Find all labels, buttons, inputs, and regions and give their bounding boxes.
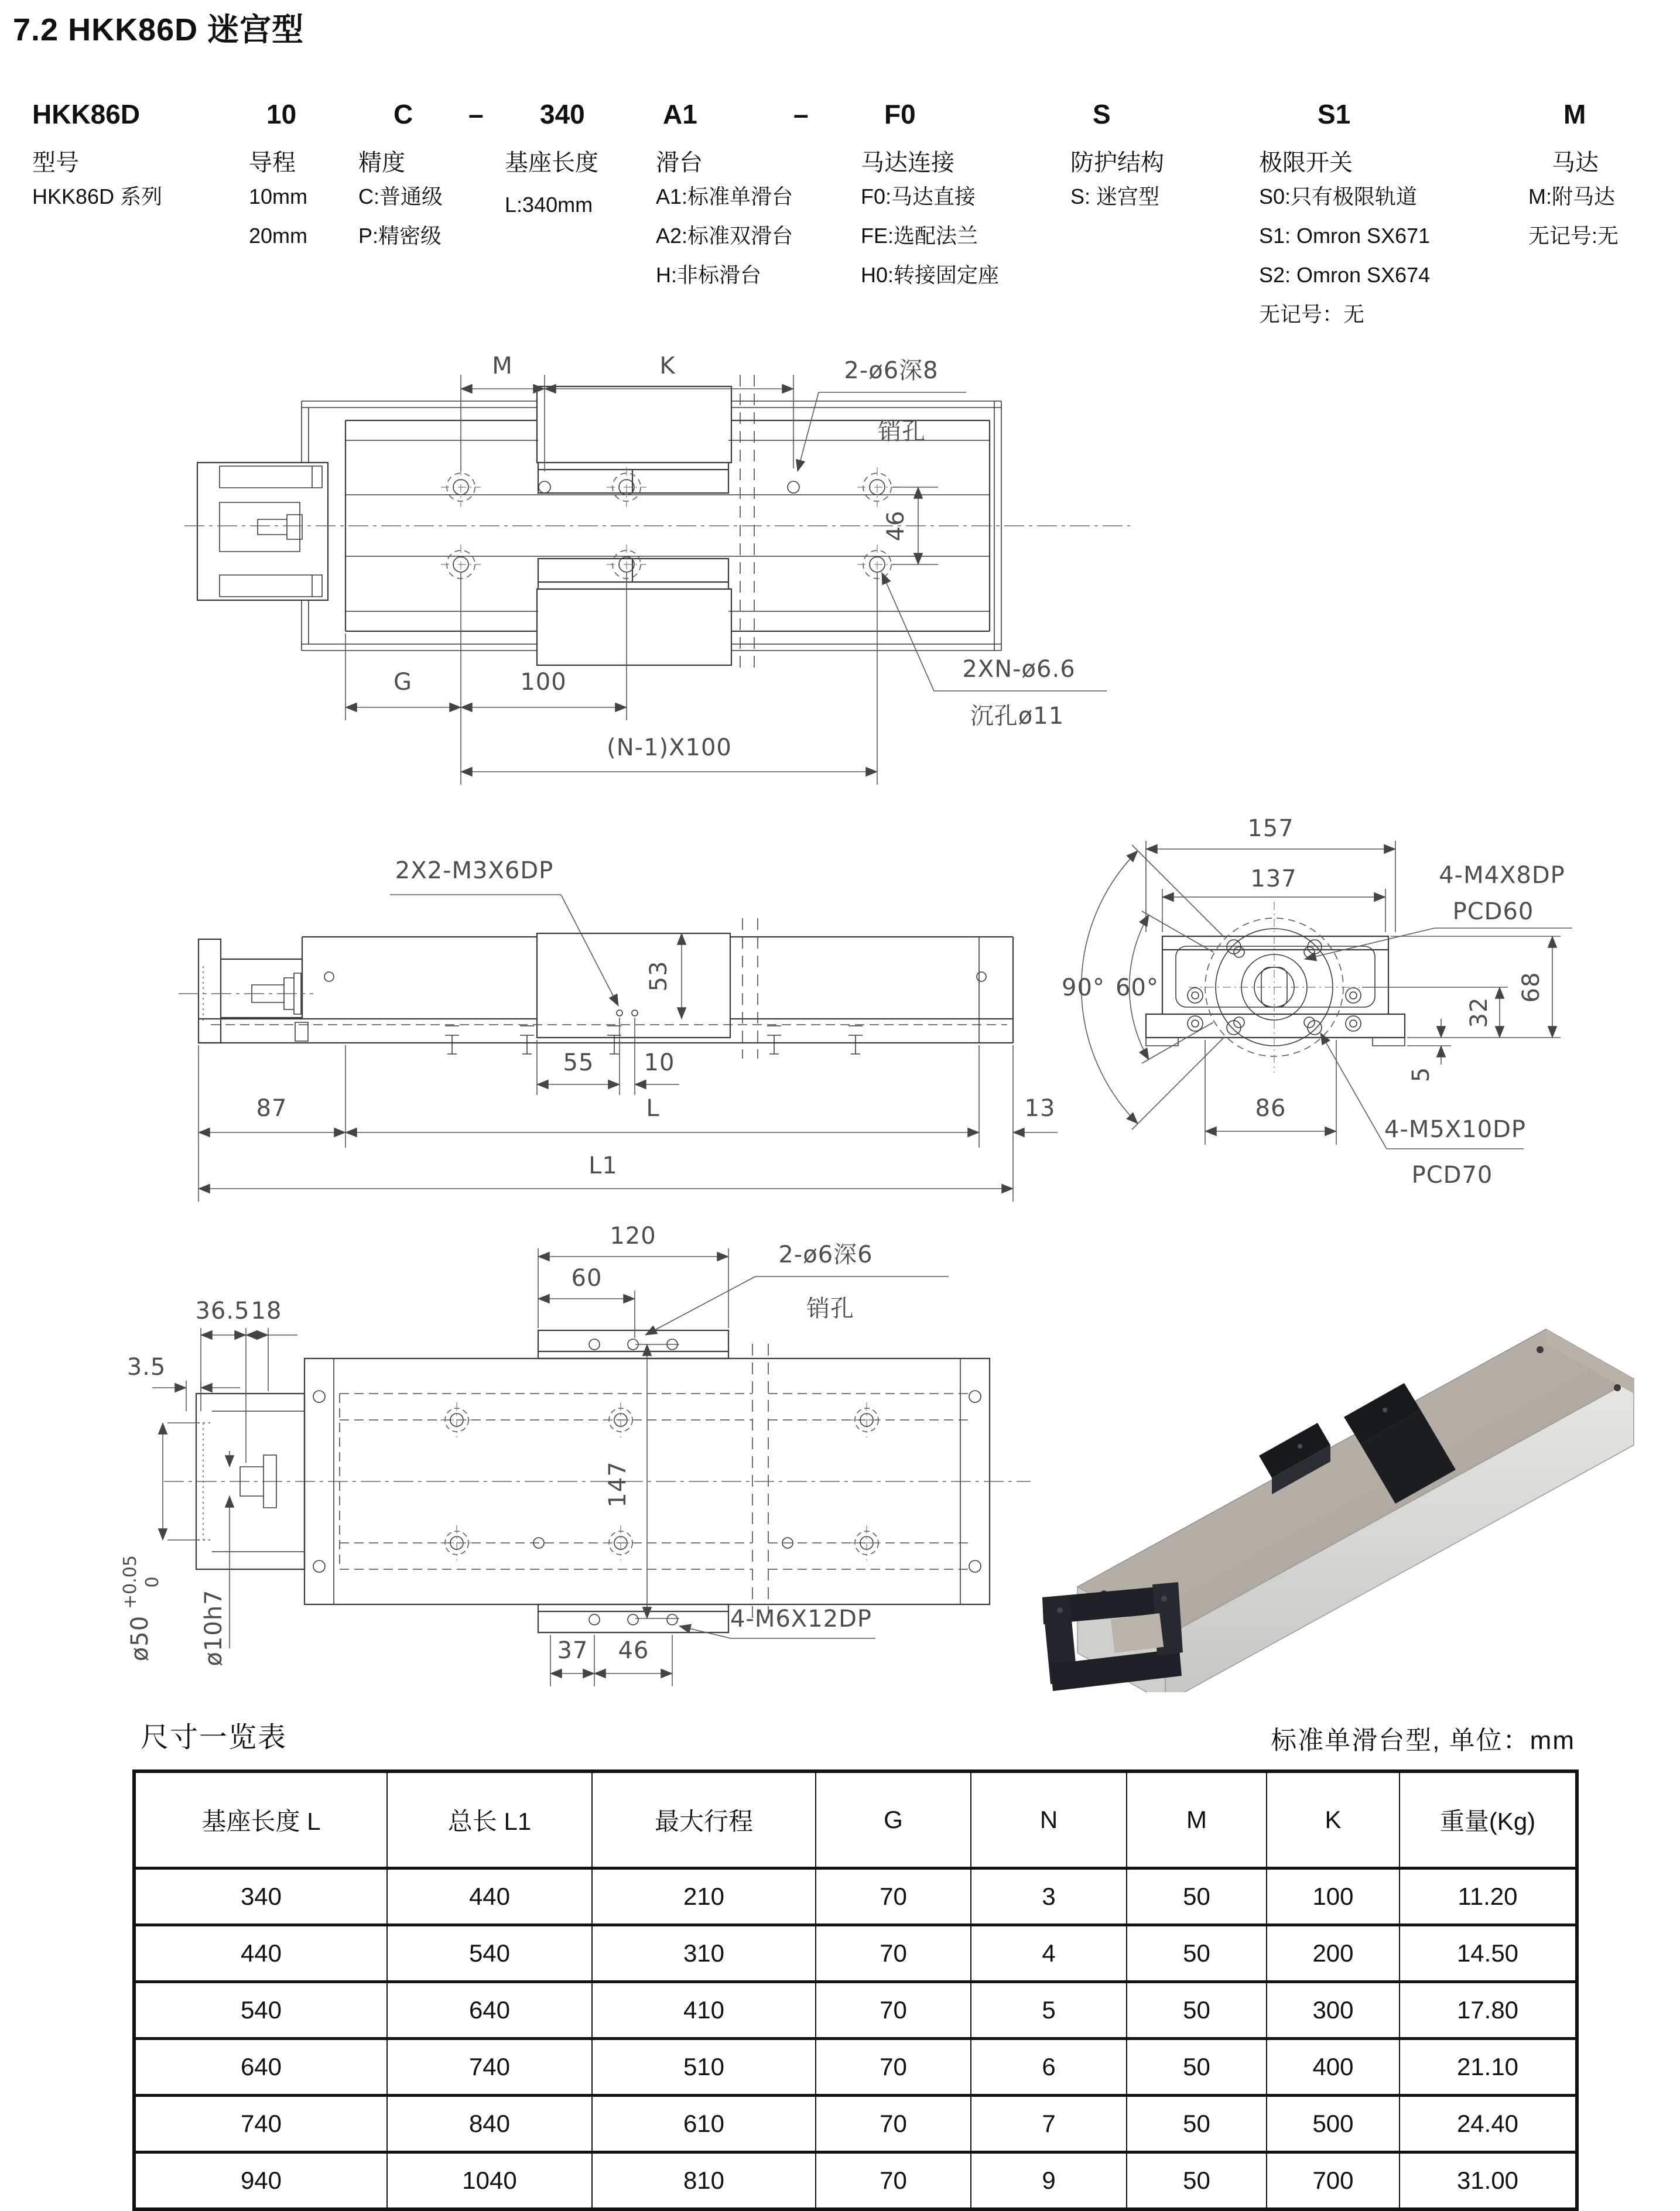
cell: 740	[134, 2096, 387, 2152]
dimensions-table	[132, 1770, 1579, 2211]
cell: 440	[134, 1925, 387, 1982]
cell: 210	[592, 1868, 816, 1925]
dim-100: 100	[520, 669, 567, 696]
cell: 540	[134, 1982, 387, 2039]
ordering-option: S1: Omron SX671	[1259, 224, 1431, 248]
table-row	[134, 2039, 1577, 2096]
ordering-option: A2:标准双滑台	[656, 224, 793, 248]
col-header: G	[816, 1771, 971, 1868]
dim-36-5: 36.5	[195, 1298, 250, 1324]
ordering-options-motor-conn	[861, 177, 999, 295]
cell: 6	[971, 2039, 1127, 2096]
end-view-drawing	[1025, 808, 1680, 1218]
cell: 510	[592, 2039, 816, 2096]
cell: 50	[1127, 1982, 1267, 2039]
dim-m4-note: 4-M4X8DP	[1439, 862, 1565, 889]
dim-157: 157	[1247, 815, 1294, 842]
dim-pin-note2: 销孔	[878, 418, 926, 445]
col-header: 总长 L1	[387, 1771, 592, 1868]
ordering-code-protect: S	[1093, 99, 1111, 129]
ordering-code-limit: S1	[1318, 99, 1351, 129]
ordering-options-length	[505, 185, 593, 224]
ordering-option: FE:选配法兰	[861, 224, 978, 248]
cell: 11.20	[1400, 1868, 1577, 1925]
dim-G: G	[394, 669, 412, 696]
cell: 31.00	[1400, 2152, 1577, 2210]
bottom-view-dimensions	[120, 1223, 949, 1686]
dim-13: 13	[1024, 1095, 1056, 1122]
ordering-dash-2: –	[793, 99, 809, 129]
ordering-code-motor: M	[1563, 99, 1586, 129]
cell: 700	[1267, 2152, 1400, 2210]
ordering-code-lead: 10	[266, 99, 297, 129]
cell: 100	[1267, 1868, 1400, 1925]
ordering-options-motor	[1528, 177, 1619, 255]
cell: 610	[592, 2096, 816, 2152]
dim-pin-note2: 销孔	[806, 1295, 854, 1322]
cell: 300	[1267, 1982, 1400, 2039]
ordering-option: 10mm	[249, 184, 308, 208]
dim-46b: 46	[618, 1637, 649, 1664]
ordering-label-grade: 精度	[358, 150, 405, 176]
ordering-options-slider	[656, 177, 793, 295]
ordering-label-length: 基座长度	[505, 150, 598, 176]
cell: 740	[387, 2039, 592, 2096]
cell: 70	[816, 1925, 971, 1982]
ordering-options-lead	[249, 177, 307, 255]
dim-pin-note: 2-ø6深6	[778, 1241, 873, 1268]
cell: 4	[971, 1925, 1127, 1982]
product-photo	[1025, 1247, 1680, 1692]
dim-K: K	[659, 352, 676, 379]
cell: 70	[816, 1982, 971, 2039]
bottom-view-outline	[164, 1330, 1031, 1632]
side-view-dimensions	[199, 857, 1058, 1202]
cell: 9	[971, 2152, 1127, 2210]
ordering-label-lead: 导程	[249, 150, 296, 176]
top-view-outline	[184, 375, 1130, 668]
dim-pcd60: PCD60	[1452, 898, 1534, 925]
dim-147: 147	[604, 1461, 631, 1508]
cell: 70	[816, 2152, 971, 2210]
ordering-code-motor-conn: F0	[884, 99, 916, 129]
end-view-dimensions	[1062, 815, 1572, 1189]
cell: 17.80	[1400, 1982, 1577, 2039]
dim-60deg: 60°	[1116, 974, 1159, 1001]
ordering-options-model	[32, 177, 162, 216]
dim-120: 120	[610, 1223, 656, 1250]
cell: 50	[1127, 2152, 1267, 2210]
ordering-code-slider: A1	[663, 99, 697, 129]
ordering-options-protect	[1070, 177, 1159, 216]
dim-37: 37	[557, 1637, 588, 1664]
ordering-code-model: HKK86D	[32, 99, 141, 129]
table-title: 尺寸一览表	[141, 1722, 288, 1753]
dim-137: 137	[1250, 865, 1297, 892]
side-view-drawing	[59, 820, 1083, 1224]
dim-68: 68	[1518, 971, 1545, 1003]
cell: 24.40	[1400, 2096, 1577, 2152]
col-header: 重量(Kg)	[1400, 1771, 1577, 1868]
cell: 200	[1267, 1925, 1400, 1982]
dim-32: 32	[1466, 997, 1493, 1028]
cell: 5	[971, 1982, 1127, 2039]
ordering-option: H0:转接固定座	[861, 263, 1000, 287]
ordering-code-length: 340	[540, 99, 585, 129]
dim-60: 60	[571, 1265, 603, 1292]
dim-87: 87	[256, 1095, 288, 1122]
dim-m6-note: 4-M6X12DP	[730, 1606, 872, 1632]
col-header: 基座长度 L	[201, 1808, 321, 1835]
cell: 50	[1127, 2039, 1267, 2096]
dim-18: 18	[251, 1298, 282, 1324]
cell: 14.50	[1400, 1925, 1577, 1982]
dim-53: 53	[645, 960, 672, 992]
table-row	[134, 2152, 1577, 2210]
cell: 50	[1127, 1925, 1267, 1982]
dim-tap-note: 2X2-M3X6DP	[395, 857, 554, 884]
ordering-option: H:非标滑台	[656, 263, 762, 287]
dim-86: 86	[1255, 1095, 1286, 1122]
ordering-option: C:普通级	[358, 184, 443, 208]
dim-pcd70: PCD70	[1411, 1162, 1493, 1189]
ordering-option: 20mm	[249, 224, 308, 248]
table-row	[134, 2096, 1577, 2152]
ordering-options-limit	[1259, 177, 1430, 334]
ordering-option: S: 迷宫型	[1070, 184, 1160, 208]
col-header: K	[1267, 1771, 1400, 1868]
cell: 340	[134, 1868, 387, 1925]
ordering-label-protect: 防护结构	[1070, 150, 1164, 176]
ordering-option: F0:马达直接	[861, 184, 976, 208]
dim-n100: (N-1)X100	[607, 734, 732, 761]
cell: 21.10	[1400, 2039, 1577, 2096]
cell: 70	[816, 2096, 971, 2152]
dim-phi10h7: ø10h7	[200, 1589, 227, 1666]
top-view-dimensions	[345, 352, 1107, 785]
table-note: 标准单滑台型, 单位：mm	[1271, 1726, 1575, 1755]
ordering-code-grade: C	[394, 99, 413, 129]
cell: 640	[387, 1982, 592, 2039]
dim-10: 10	[644, 1049, 675, 1076]
dim-55: 55	[563, 1049, 594, 1076]
col-header: M	[1127, 1771, 1267, 1868]
col-header: N	[971, 1771, 1127, 1868]
cell: 310	[592, 1925, 816, 1982]
cell: 500	[1267, 2096, 1400, 2152]
cell: 3	[971, 1868, 1127, 1925]
ordering-option: A1:标准单滑台	[656, 184, 793, 208]
dim-90deg: 90°	[1062, 974, 1105, 1001]
dim-m5-note: 4-M5X10DP	[1384, 1116, 1527, 1143]
ordering-label-limit: 极限开关	[1259, 150, 1353, 176]
ordering-label-motor-conn: 马达连接	[861, 150, 954, 176]
cell: 840	[387, 2096, 592, 2152]
dim-3-5: 3.5	[126, 1354, 166, 1381]
ordering-option: L:340mm	[505, 193, 593, 217]
dim-phi50-sub: 0	[142, 1576, 163, 1588]
cell: 70	[816, 1868, 971, 1925]
ordering-option: 无记号：无	[1259, 302, 1365, 326]
col-header: 最大行程	[592, 1771, 816, 1868]
dim-M: M	[492, 352, 513, 379]
dim-L: L	[646, 1095, 660, 1122]
bottom-view-drawing	[59, 1218, 1054, 1710]
ordering-label-slider: 滑台	[656, 150, 703, 176]
ordering-option: S0:只有极限轨道	[1259, 184, 1418, 208]
dim-counterbore2: 沉孔ø11	[970, 703, 1065, 730]
dim-phi50-sup: +0.05	[120, 1555, 141, 1609]
ordering-options-grade	[358, 177, 443, 255]
cell: 640	[134, 2039, 387, 2096]
cell: 410	[592, 1982, 816, 2039]
table-row	[134, 1868, 1577, 1925]
dim-46: 46	[882, 510, 909, 542]
side-view-outline	[179, 918, 1013, 1059]
table-row	[134, 1925, 1577, 1982]
table-row	[134, 1982, 1577, 2039]
cell: 50	[1127, 2096, 1267, 2152]
dim-phi50: ø50	[126, 1615, 153, 1662]
page-title: 7.2 HKK86D 迷宫型	[13, 12, 304, 47]
ordering-option: M:附马达	[1528, 184, 1615, 208]
ordering-option: P:精密级	[358, 224, 442, 248]
ordering-option: S2: Omron SX674	[1259, 263, 1431, 287]
cell: 50	[1127, 1868, 1267, 1925]
ordering-label-motor: 马达	[1552, 150, 1599, 176]
dim-5: 5	[1408, 1066, 1435, 1083]
cell: 810	[592, 2152, 816, 2210]
cell: 70	[816, 2039, 971, 2096]
ordering-label-model: 型号	[32, 150, 79, 176]
cell: 440	[387, 1868, 592, 1925]
ordering-dash-1: –	[468, 99, 484, 129]
cell: 400	[1267, 2039, 1400, 2096]
cell: 7	[971, 2096, 1127, 2152]
ordering-option: HKK86D 系列	[32, 184, 163, 208]
ordering-option: 无记号:无	[1528, 224, 1619, 248]
top-view-drawing	[146, 351, 1142, 796]
dim-counterbore: 2XN-ø6.6	[962, 656, 1076, 683]
dim-L1: L1	[588, 1152, 618, 1179]
dim-pin-note: 2-ø6深8	[844, 357, 939, 384]
cell: 1040	[387, 2152, 592, 2210]
cell: 940	[134, 2152, 387, 2210]
cell: 540	[387, 1925, 592, 1982]
table-header-row	[134, 1771, 1577, 1868]
